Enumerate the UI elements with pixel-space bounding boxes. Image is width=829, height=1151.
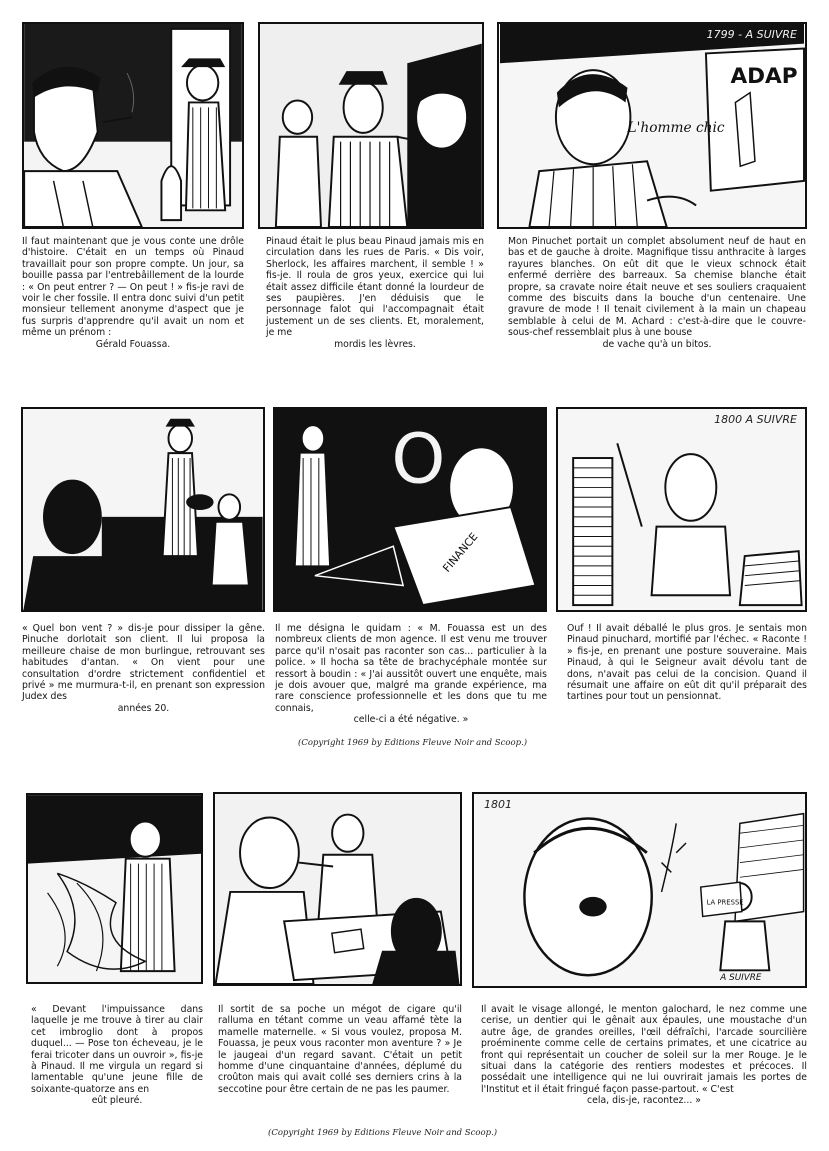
strip1-caption3 (508, 236, 806, 350)
caption-text: Il me désigna le quidam : « M. Fouassa est un des nombreux clients de mon agence. Il est venu me trouver parce qu'il n'osait pas raconter son cas... particulier à la police. » Il hocha sa tête de brachycéphale montée sur ressort à boudin : « J'ai aussitôt ouvert une enquête, mais je dois avouer que, malgré ma grande expérience, ma rare conscience professionnelle et les dons que tu me connais, (275, 623, 547, 714)
strip1-panel2 (258, 22, 484, 229)
caption-end: eût pleuré. (91, 1095, 143, 1107)
strip3-panel1 (26, 793, 203, 984)
caption-text: Pinaud était le plus beau Pinaud jamais mis en circulation dans les rues de Paris. « Dis voir, Sherlock, les affaires marchent, il semble ! » fis-je. Il roula de gros yeux, exercice qui lui était assez difficile étant donné la lourdeur de ses paupières. J'en déduisis que le personnage falot qui l'accompagnait était justement un de ses clients. Et, moralement, je me (266, 236, 484, 339)
strip1-panel1-drawing (24, 24, 242, 227)
strip3-panel1-drawing (28, 795, 201, 982)
caption-end: cela, dis-je, racontez... » (587, 1095, 701, 1107)
caption-text: Mon Pinuchet portait un complet absolument neuf de haut en bas et de gauche à droite. Magnifique tissu anthracite à larges rayures blanches. On eût dit que le vieux schnock était enfermé derrière des barreaux. Sa chemise blanche était propre, sa cravate noire était neuve et ses souliers craquaient comme des biscuits dans la bouche d'un centenaire. Une gravure de mode ! Il tenait civilement à la main un chapeau semblable à celui de M. Achard : c'est-à-dire que le couvre-sous-chef ressemblait plus à une bouse (508, 236, 806, 339)
paper-text: FINANCE (440, 530, 481, 575)
strip3-panel3-drawing (474, 794, 805, 986)
strip3-caption1 (31, 1004, 203, 1107)
strip3-panel3 (472, 792, 807, 988)
caption-text: Ouf ! Il avait déballé le plus gros. Je sentais mon Pinaud pinuchard, mortifié par l'échec. « Raconte ! » fis-je, en prenant une posture souveraine. Mais Pinaud, à qui le Seigneur avait dévolu tant de dons, n'avait pas celui de la concision. Quand il résumait une affaire on eût dit qu'il préparait des tartines pour tout un pensionnat. (567, 623, 807, 703)
strip3-copyright: (Copyright 1969 by Editions Fleuve Noir and Scoop.) (268, 1128, 498, 1138)
strip2-caption1 (22, 623, 265, 714)
strip2-panel1-drawing (23, 409, 263, 610)
strip2-panel3-drawing (558, 409, 805, 610)
caption-end: Gérald Fouassa. (95, 338, 171, 350)
strip1-panel3-drawing (499, 24, 805, 227)
caption-end: années 20. (117, 702, 170, 714)
strip3-caption2 (218, 1004, 462, 1095)
strip2-panel2-drawing (275, 409, 545, 610)
panel-corner-text: 1800 A SUIVRE (714, 413, 797, 426)
newspaper-text: LA PRESSE (706, 898, 744, 907)
strip1-caption1 (22, 236, 244, 350)
a-suivre-text: A SUIVRE (720, 973, 762, 984)
caption-end: mordis les lèvres. (334, 338, 416, 350)
caption-text: « Quel bon vent ? » dis-je pour dissiper la gêne. Pinuche dorlotait son client. Il lui proposa la meilleure chaise de mon burlingue, retrouvant ses habitudes d'antan. « On vient pour une consultation d'ordre strictement confidentiel et privé » me murmura-t-il, en prenant son expression Judex des (22, 623, 265, 703)
strip2-caption3 (567, 623, 807, 703)
caption-text: Il sortit de sa poche un mégot de cigare qu'il ralluma en tétant comme un veau affamé tète la mamelle maternelle. « Si vous voulez, proposa M. Fouassa, je peux vous raconter mon aventure ? » Je le jaugeai d'un regard savant. C'était un petit homme d'une cinquantaine d'années, déplumé du croûton mais qui avait collé ses derniers crins à la seccotine pour être certain de ne pas les paumer. (218, 1004, 462, 1095)
big-zero: O (391, 419, 446, 500)
caption-text: « Devant l'impuissance dans laquelle je me trouve à tirer au clair cet imbroglio dont à propos duquel... — Pose ton écheveau, je le ferai tricoter dans un ouvroir », fis-je à Pinaud. Il me virgula un regard si lamentable qu'une jeune fille de soixante-quatorze ans en (31, 1004, 203, 1095)
strip1-caption2 (266, 236, 484, 350)
strip3-caption3 (481, 1004, 807, 1107)
strip3-panel2 (213, 792, 462, 986)
panel-corner-text: 1799 - A SUIVRE (706, 28, 797, 41)
strip2-caption2 (275, 623, 547, 726)
panel-corner-text: 1801 (484, 798, 512, 811)
caption-text: Il avait le visage allongé, le menton galochard, le nez comme une cerise, un dentier qui le gênait aux épaules, une moustache d'un autre âge, de grandes oreilles, l'œil défraîchi, l'arcade sourcilière proéminente comme celle de certains primates, et une cicatrice au front qui représentait un coucher de soleil sur la mer Rouge. Je le situai dans la catégorie des rentiers modestes et précoces. Il possédait une intelligence qui ne lui ouvrirait jamais les portes de l'Institut et il était fringué façon passe-partout. « C'est (481, 1004, 807, 1095)
sign-text: ADAP (730, 63, 798, 89)
caption-end: de vache qu'à un bitos. (602, 338, 712, 350)
strip2-panel2 (273, 407, 547, 612)
strip3-panel2-drawing (215, 794, 460, 984)
strip1-panel2-drawing (260, 24, 482, 227)
strip2-panel3 (556, 407, 807, 612)
strip2-panel1 (21, 407, 265, 612)
caption-end: celle-ci a été négative. » (353, 714, 469, 726)
strip1-panel1 (22, 22, 244, 229)
chic-label: L'homme chic (627, 119, 725, 136)
caption-text: Il faut maintenant que je vous conte une drôle d'histoire. C'était en un temps où Pinaud travaillait pour son propre compte. Un jour, sa bouille passa par l'entrebâillement de la lourde : « On peut entrer ? — On peut ! » fis-je ravi de voir le cher fossile. Il entra donc suivi d'un petit monsieur tellement anonyme d'aspect que je fus surpris d'apprendre qu'il avait un nom et même un prénom : (22, 236, 244, 339)
strip1-panel3 (497, 22, 807, 229)
strip2-copyright: (Copyright 1969 by Editions Fleuve Noir and Scoop.) (298, 738, 528, 748)
